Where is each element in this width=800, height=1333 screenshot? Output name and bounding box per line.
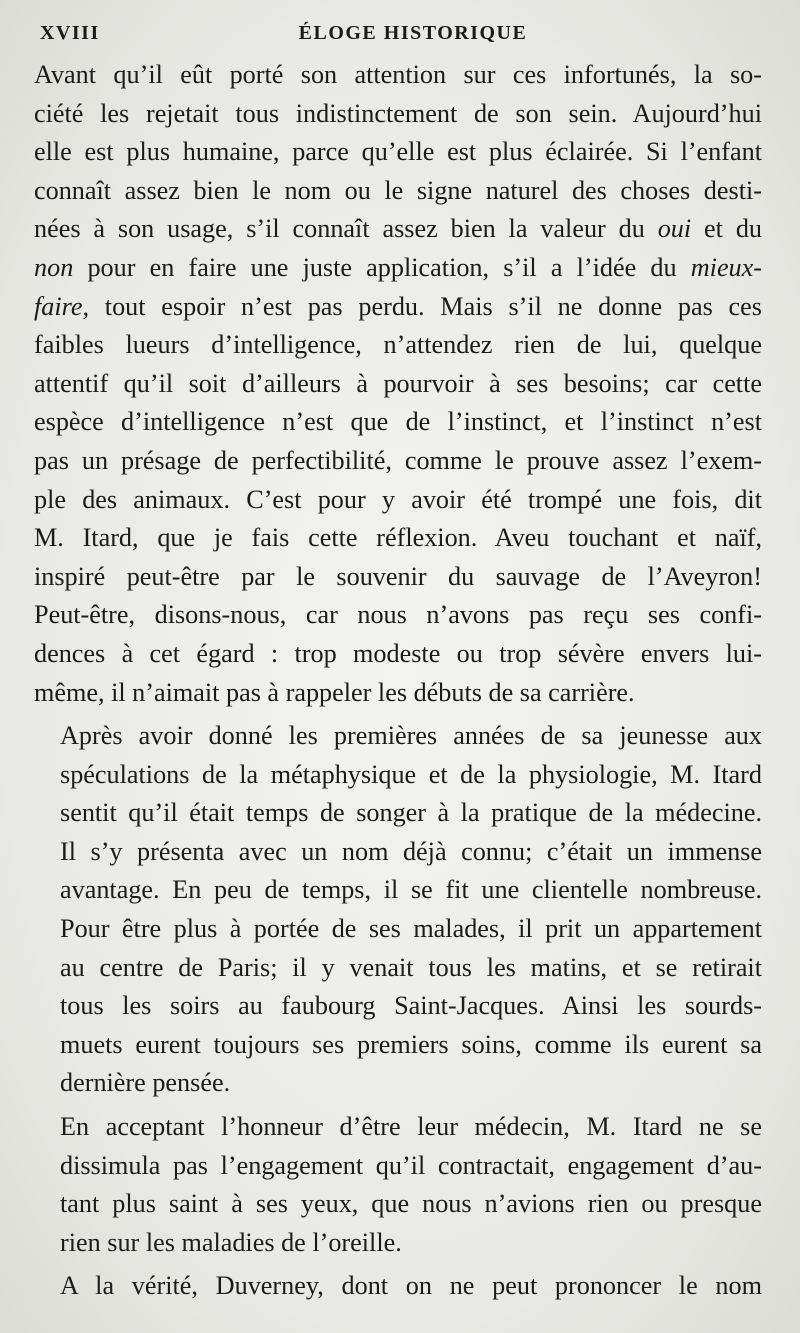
text-line: faire, tout espoir n’est pas perdu. Mais s’il ne donne pas ces	[34, 291, 762, 321]
text-line: connaît assez bien le nom ou le signe naturel des choses desti-	[34, 175, 762, 205]
text-line: nées à son usage, s’il connaît assez bien la valeur du oui et du	[34, 214, 763, 244]
text-line: dences à cet égard : trop modeste ou trop sévère envers lui-	[34, 638, 762, 668]
text-line: A la vérité, Duverney, dont on ne peut prononcer le nom	[60, 1271, 762, 1301]
text-line: Pour être plus à portée de ses malades, il prit un appartement	[60, 914, 762, 944]
running-head	[34, 20, 762, 52]
text-line: au centre de Paris; il y venait tous les matins, et se retirait	[60, 952, 762, 982]
text-line: muets eurent toujours ses premiers soins, comme ils eurent sa	[60, 1029, 762, 1059]
text-line: espèce d’intelligence n’est que de l’instinct, et l’instinct n’est	[34, 407, 762, 437]
text-line: Avant qu’il eût porté son attention sur ces infortunés, la so-	[34, 60, 762, 89]
text-line: même, il n’aimait pas à rappeler les débuts de sa carrière.	[34, 677, 635, 707]
page-number: XVIII	[40, 22, 100, 44]
paragraph	[34, 717, 762, 1103]
text-line: dernière pensée.	[60, 1068, 231, 1098]
text-line: spéculations de la métaphysique et de la physiologie, M. Itard	[60, 759, 762, 789]
text-line: En acceptant l’honneur d’être leur médecin, M. Itard ne se	[60, 1112, 762, 1142]
text-line: Il s’y présenta avec un nom déjà connu; c’était un immense	[60, 836, 762, 866]
italic-term: oui	[657, 214, 692, 244]
text-line: Après avoir donné les premières années de sa jeunesse aux	[60, 721, 762, 751]
text-line: elle est plus humaine, parce qu’elle est plus éclairée. Si l’enfant	[34, 137, 762, 167]
text-line: M. Itard, que je fais cette réflexion. Aveu touchant et naïf,	[34, 523, 762, 553]
text-line: non pour en faire une juste application, s’il a l’idée du mieux-	[34, 252, 762, 282]
text-line: tous les soirs au faubourg Saint-Jacques. Ainsi les sourds-	[60, 991, 762, 1021]
text-line: attentif qu’il soit d’ailleurs à pourvoir à ses besoins; car cette	[34, 368, 762, 398]
text-line: Peut-être, disons-nous, car nous n’avons pas reçu ses confi-	[34, 600, 762, 630]
paragraph	[34, 56, 762, 712]
italic-term: mieux-	[690, 252, 762, 282]
italic-term: non	[34, 252, 74, 282]
text-line: avantage. En peu de temps, il se fit une clientelle nombreuse.	[60, 875, 762, 905]
text-line: tant plus saint à ses yeux, que nous n’avions rien ou presque	[60, 1189, 762, 1219]
text-line: ple des animaux. C’est pour y avoir été trompé une fois, dit	[34, 484, 762, 514]
paragraph	[34, 1108, 762, 1262]
running-title: ÉLOGE HISTORIQUE	[298, 22, 528, 44]
text-line: ciété les rejetait tous indistinctement de son sein. Aujourd’hui	[34, 98, 762, 128]
text-line: rien sur les maladies de l’oreille.	[60, 1227, 402, 1257]
body-text	[34, 56, 762, 1306]
text-line: dissimula pas l’engagement qu’il contractait, engagement d’au-	[60, 1150, 762, 1180]
text-line: inspiré peut-être par le souvenir du sauvage de l’Aveyron!	[34, 561, 762, 591]
text-line: faibles lueurs d’intelligence, n’attendez rien de lui, quelque	[34, 330, 762, 360]
paragraph	[34, 1267, 762, 1306]
italic-term: faire,	[34, 291, 90, 321]
text-line: sentit qu’il était temps de songer à la pratique de la médecine.	[60, 798, 762, 828]
text-line: pas un présage de perfectibilité, comme le prouve assez l’exem-	[34, 445, 762, 475]
